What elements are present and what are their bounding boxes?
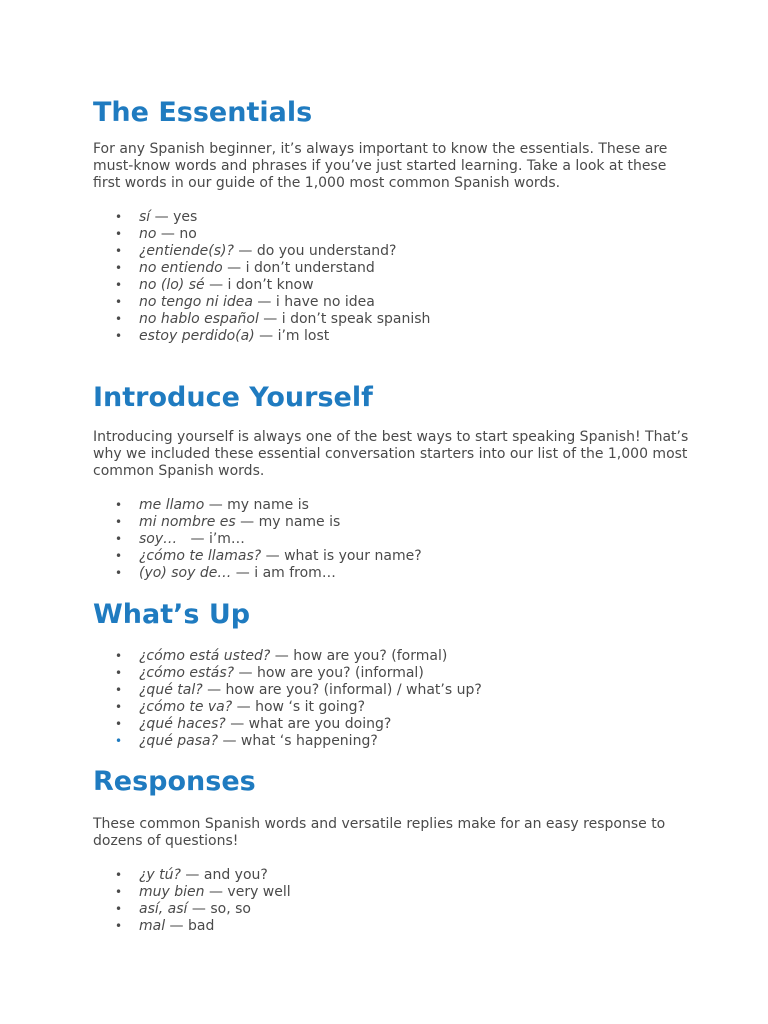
- section-intro: Introducing yourself is always one of the best ways to start speaking Spanish! That’s why we included these essential conversation starters into our list of the 1,000 most common Spanish words.: [93, 429, 689, 479]
- bullet-icon: •: [115, 549, 123, 563]
- bullet-icon: •: [115, 902, 123, 916]
- list-item: • no tengo ni idea — i have no idea: [115, 294, 375, 310]
- bullet-icon: •: [115, 278, 123, 292]
- bullet-icon: •: [115, 261, 123, 275]
- list-item: • ¿y tú? — and you?: [115, 867, 268, 883]
- bullet-icon: •: [115, 885, 123, 899]
- bullet-icon: •: [115, 649, 123, 663]
- bullet-icon: •: [115, 244, 123, 258]
- bullet-icon: •: [115, 666, 123, 680]
- list-item: • mi nombre es — my name is: [115, 514, 341, 530]
- bullet-icon: •: [115, 919, 123, 933]
- list-item: • sí — yes: [115, 209, 198, 225]
- list-item: • soy… — i’m…: [115, 531, 245, 547]
- section-heading: What’s Up: [93, 599, 251, 630]
- section-responses: [93, 765, 693, 935]
- bullet-icon: •: [115, 868, 123, 882]
- list-item: • mal — bad: [115, 918, 215, 934]
- list-item: • así, así — so, so: [115, 901, 251, 917]
- list-item: • ¿qué tal? — how are you? (informal) / what’s up?: [115, 682, 482, 698]
- section-heading: Introduce Yourself: [93, 382, 373, 413]
- bullet-icon: •: [115, 312, 123, 326]
- list-item: • ¿cómo te va? — how ‘s it going?: [115, 699, 365, 715]
- phrase-list: [93, 497, 693, 582]
- bullet-icon: •: [115, 700, 123, 714]
- phrase-list: [93, 867, 693, 935]
- list-item: • ¿cómo está usted? — how are you? (formal): [115, 648, 448, 664]
- bullet-icon: •: [115, 734, 123, 748]
- phrase-list: [93, 648, 693, 750]
- list-item: • ¿cómo te llamas? — what is your name?: [115, 548, 422, 564]
- bullet-icon: •: [115, 210, 123, 224]
- list-item: • ¿qué pasa? — what ‘s happening?: [115, 733, 378, 749]
- section-intro: These common Spanish words and versatile replies make for an easy response to dozens of questions!: [93, 816, 666, 849]
- phrase-list: [93, 209, 693, 345]
- bullet-icon: •: [115, 295, 123, 309]
- section-heading: The Essentials: [93, 97, 313, 128]
- bullet-icon: •: [115, 532, 123, 546]
- list-item: • no entiendo — i don’t understand: [115, 260, 375, 276]
- section-introduce-yourself: [93, 381, 693, 582]
- list-item: • no (lo) sé — i don’t know: [115, 277, 314, 293]
- section-whats-up: [93, 598, 693, 750]
- bullet-icon: •: [115, 566, 123, 580]
- list-item: • me llamo — my name is: [115, 497, 309, 513]
- bullet-icon: •: [115, 515, 123, 529]
- list-item: • estoy perdido(a) — i’m lost: [115, 328, 330, 344]
- bullet-icon: •: [115, 498, 123, 512]
- list-item: • no — no: [115, 226, 197, 242]
- bullet-icon: •: [115, 717, 123, 731]
- list-item: • muy bien — very well: [115, 884, 291, 900]
- section-essentials: [93, 96, 693, 345]
- section-intro: For any Spanish beginner, it’s always important to know the essentials. These are must-know words and phrases if you’ve just started learning. Take a look at these first words in our guide of the 1,000 most common Spanish words.: [93, 141, 668, 191]
- list-item: • no hablo español — i don’t speak spanish: [115, 311, 431, 327]
- bullet-icon: •: [115, 227, 123, 241]
- bullet-icon: •: [115, 329, 123, 343]
- list-item: • ¿qué haces? — what are you doing?: [115, 716, 392, 732]
- bullet-icon: •: [115, 683, 123, 697]
- section-heading: Responses: [93, 766, 256, 797]
- list-item: • ¿entiende(s)? — do you understand?: [115, 243, 397, 259]
- list-item: • ¿cómo estás? — how are you? (informal): [115, 665, 424, 681]
- list-item: • (yo) soy de… — i am from…: [115, 565, 336, 581]
